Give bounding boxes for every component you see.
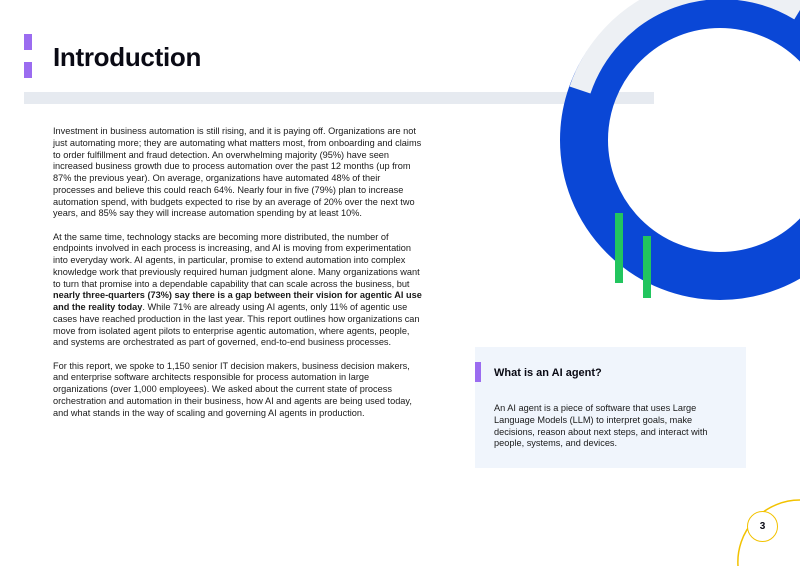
callout-text: An AI agent is a piece of software that uses Large Language Models (LLM) to interpret goals, make decisions, reason about next steps, and interact with people, systems, and devices. [494, 403, 708, 449]
body-text [53, 126, 423, 431]
purple-accent-dash-bottom [24, 62, 32, 78]
page-title: Introduction [53, 42, 202, 72]
page-number: 3 [747, 511, 778, 542]
callout-accent-bar [475, 362, 481, 382]
callout-title: What is an AI agent? [494, 367, 602, 379]
paragraph-1: Investment in business automation is still rising, and it is paying off. Organizations are not just automating more; they are automating what matters most, from onboarding and claims to order fulfillment and fraud detection. An overwhelming majority (95%) have seen increased business growth due to process automation over the past 12 months (up from 87% the previous year). On average, organizations have automated 48% of their processes and believe this could reach 64%. Nearly four in five (79%) plan to increase automation spend, with budgets expected to rise by an average of 20% over the next two years, and 85% say they will increase automation spending by at least 10%. [53, 126, 422, 219]
paragraph-2-text-start: At the same time, technology stacks are becoming more distributed, the number of endpoints involved in each process is increasing, and AI is moving from experimentation into everyday work. AI agents, in particular, promise to extend automation into complex knowledge work that previously required human judgment alone. Many organizations want to turn that promise into a dependable capability that can scale across the business, but [53, 231, 420, 289]
green-bar-right [643, 236, 651, 298]
purple-accent-dash-top [24, 34, 32, 50]
title-divider-band [24, 92, 654, 104]
paragraph-2 [53, 232, 423, 350]
ai-agent-callout-box [475, 347, 746, 468]
paragraph-3: For this report, we spoke to 1,150 senior IT decision makers, business decision makers, and enterprise software architects responsible for process automation in large organizations (over 1,000 employees). We asked about the current state of process orchestration and automation in their business, how AI and agents are being used today, and what stands in the way of scaling and governing AI agents in production. [53, 360, 412, 418]
paragraph-2-highlight: nearly three-quarters (73%) say there is a gap between their vision for agentic AI use and the reality today [53, 290, 422, 312]
green-bar-left [615, 213, 623, 283]
paragraph-2-text-end: . While 71% are already using AI agents, only 11% of agentic use cases have reached production in the last year. This report outlines how organizations can move from isolated agent pilots to enterprise agentic automation, where agents, people, and systems are orchestrated as part of governed, end-to-end business processes. [53, 302, 420, 348]
